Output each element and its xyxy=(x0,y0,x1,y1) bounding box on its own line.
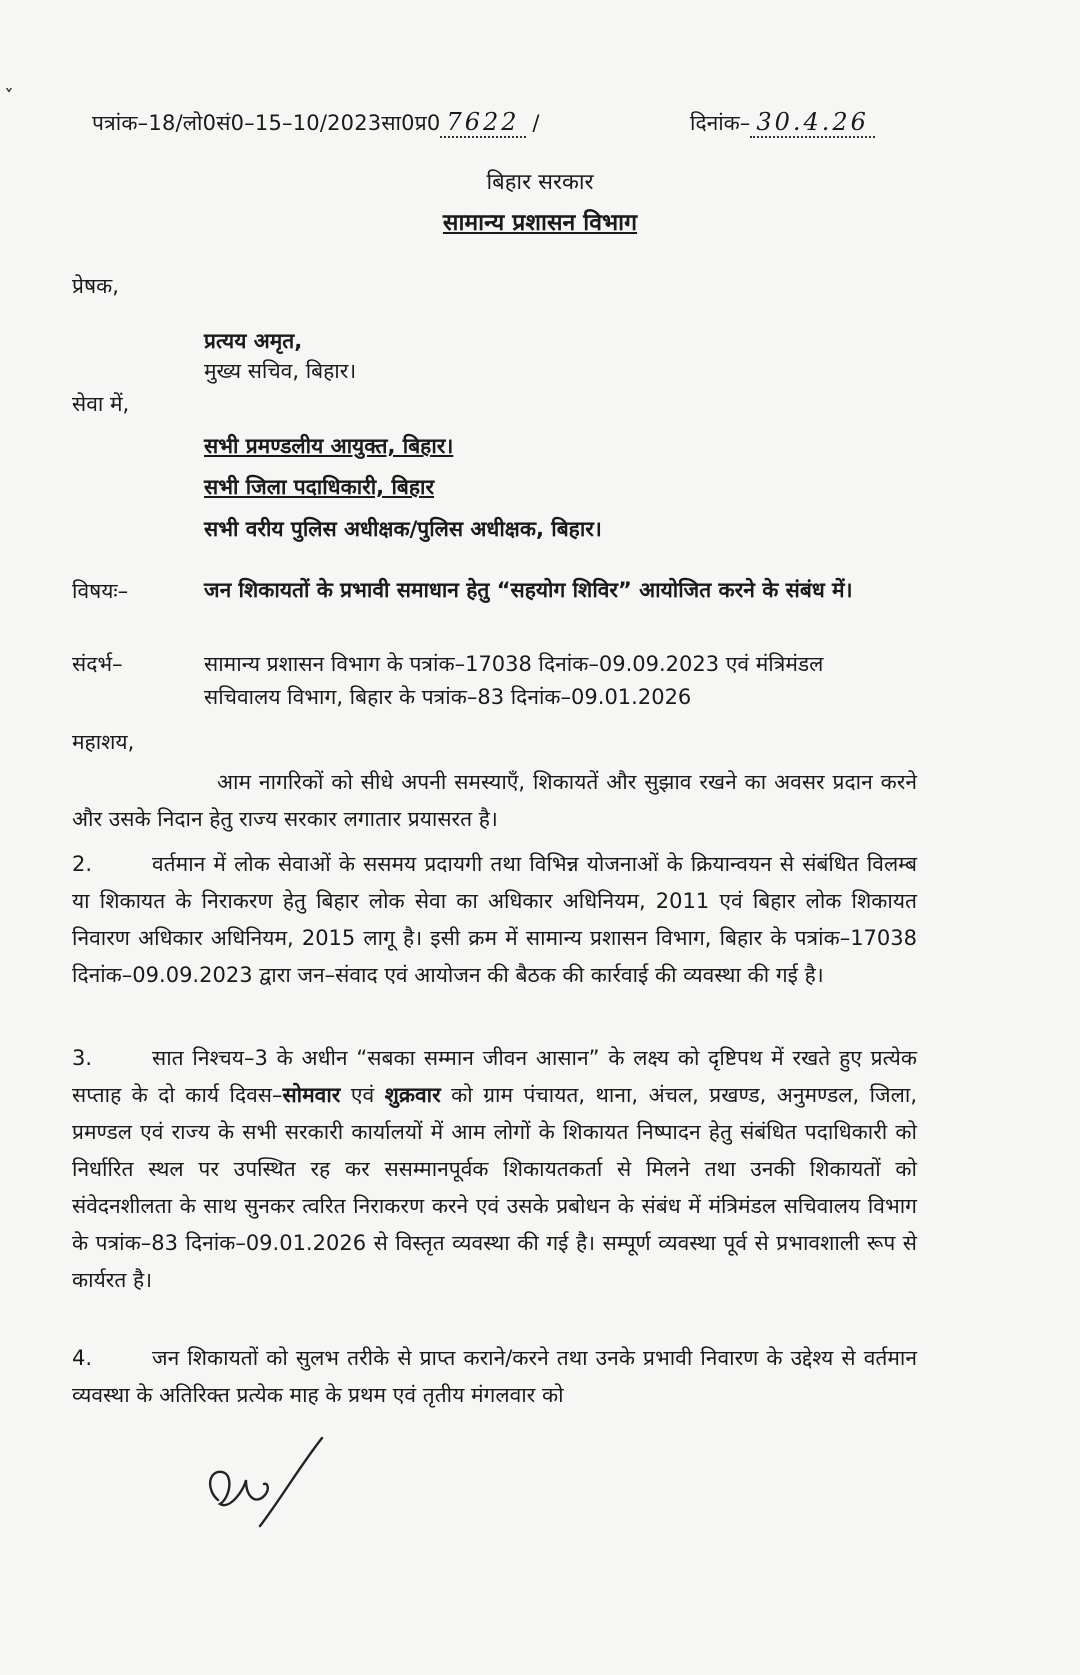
letter-reference-number xyxy=(92,108,540,137)
recipient-2: सभी जिला पदाधिकारी, बिहार xyxy=(204,475,435,499)
paragraph-3-number: 3. xyxy=(72,1046,93,1070)
paragraph-3-text-mid: एवं xyxy=(340,1083,385,1107)
letter-date xyxy=(690,108,875,137)
salutation: महाशय, xyxy=(72,730,135,754)
paragraph-4 xyxy=(72,1340,917,1414)
recipient-label: सेवा में, xyxy=(72,392,130,416)
margin-mark: ˯ xyxy=(4,60,14,95)
recipient-1: सभी प्रमण्डलीय आयुक्त, बिहार। xyxy=(204,434,454,458)
recipient-3: सभी वरीय पुलिस अधीक्षक/पुलिस अधीक्षक, बिहार। xyxy=(204,517,602,541)
department-name xyxy=(0,205,1080,237)
sender-designation: मुख्य सचिव, बिहार। xyxy=(204,359,357,383)
paragraph-4-text: जन शिकायतों को सुलभ तरीके से प्राप्त कराने/करने तथा उनके प्रभावी निवारण के उद्देश्य से वर्तमान व्यवस्था के अतिरिक्त प्रत्येक माह के प्रथम एवं तृतीय मंगलवार को xyxy=(72,1346,917,1407)
ref-suffix: / xyxy=(532,111,540,135)
paragraph-3-text-c: को ग्राम पंचायत, थाना, अंचल, प्रखण्ड, अनुमण्डल, जिला, प्रमण्डल एवं राज्य के सभी सरकारी कार्यालयों में आम लोगों के शिकायत निष्पादन हेतु संबंधित पदाधिकारी को निर्धारित स्थल पर उपस्थित रह कर ससम्मानपूर्वक शिकायतकर्ता से मिलने तथा उनकी शिकायतों को संवेदनशीलता के साथ सुनकर त्वरित निराकरण करने एवं उसके प्रबोधन के संबंध में मंत्रिमंडल सचिवालय विभाग के पत्रांक–83 दिनांक–09.01.2026 से विस्तृत व्यवस्था की गई है। सम्पूर्ण व्यवस्था पूर्व से प्रभावशाली रूप से कार्यरत है। xyxy=(72,1083,917,1292)
paragraph-3 xyxy=(72,1040,917,1299)
reference-line-1: सामान्य प्रशासन विभाग के पत्रांक–17038 दिनांक–09.09.2023 एवं मंत्रिमंडल xyxy=(204,652,824,676)
subject-text: जन शिकायतों के प्रभावी समाधान हेतु “सहयोग शिविर” आयोजित करने के संबंध में। xyxy=(204,578,853,602)
ref-number-handwritten: 7622 xyxy=(440,108,525,138)
paragraph-2 xyxy=(72,846,917,994)
subject-label: विषयः– xyxy=(72,579,129,603)
ref-prefix: पत्रांक–18/लो0सं0–15–10/2023सा0प्र0 xyxy=(92,111,441,135)
paragraph-1: आम नागरिकों को सीधे अपनी समस्याएँ, शिकायतें और सुझाव रखने का अवसर प्रदान करने और उसके निदान हेतु राज्य सरकार लगातार प्रयासरत है। xyxy=(72,770,917,831)
department-name-text: सामान्य प्रशासन विभाग xyxy=(442,210,638,236)
date-label: दिनांक– xyxy=(690,111,751,135)
paragraph-4-number: 4. xyxy=(72,1346,93,1370)
paragraph-2-number: 2. xyxy=(72,852,93,876)
weekday-monday: सोमवार xyxy=(282,1083,341,1107)
date-handwritten: 30.4.26 xyxy=(750,108,875,138)
reference-line-2: सचिवालय विभाग, बिहार के पत्रांक–83 दिनांक–09.01.2026 xyxy=(204,685,692,709)
paragraph-3-text-a: सात निश्चय–3 के अधीन “सबका सम्मान जीवन आसान” के लक्ष्य को दृष्टिपथ में रखते हुए प्रत्येक सप्ताह के दो कार्य दिवस– xyxy=(72,1046,917,1107)
sender-name: प्रत्यय अमृत, xyxy=(204,329,303,353)
reference-label: संदर्भ– xyxy=(72,652,123,676)
weekday-friday: शुक्रवार xyxy=(384,1083,441,1107)
sender-label: प्रेषक, xyxy=(72,274,119,298)
government-name: बिहार सरकार xyxy=(486,170,594,195)
signature xyxy=(200,1430,340,1540)
paragraph-2-text: वर्तमान में लोक सेवाओं के ससमय प्रदायगी तथा विभिन्न योजनाओं के क्रियान्वयन से संबंधित विलम्ब या शिकायत के निराकरण हेतु बिहार लोक सेवा का अधिकार अधिनियम, 2011 एवं बिहार लोक शिकायत निवारण अधिकार अधिनियम, 2015 लागू है। इसी क्रम में सामान्य प्रशासन विभाग, बिहार के पत्रांक–17038 दिनांक–09.09.2023 द्वारा जन–संवाद एवं आयोजन की बैठक की कार्रवाई की व्यवस्था की गई है। xyxy=(72,852,917,987)
